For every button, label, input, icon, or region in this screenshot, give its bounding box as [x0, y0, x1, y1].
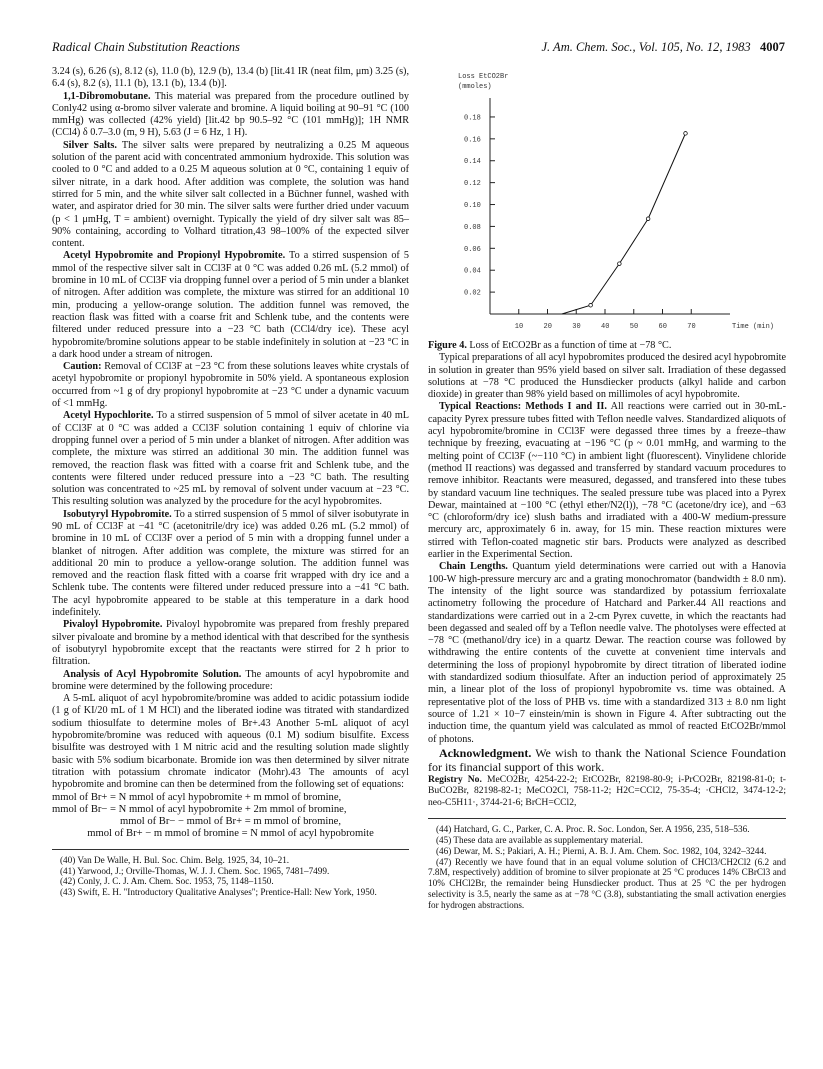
x-tick-label: 40: [601, 323, 610, 331]
section-run-head: Silver Salts.: [63, 139, 117, 151]
paragraph: A 5-mL aliquot of acyl hypobromite/bromine was added to acidic potassium iodide (1 g of KI/20 mL of 1 M HCl) and the liberated iodine was titrated with standardized sodium thiosulfate to determine moles of Br+.43 Another 5-mL aliquot of acyl hypobromite/bromine was reduced with aqueous (0.1 M) sodium bisulfite. Excess bisulfite was destroyed with 1 M nitric acid and the resulting solution made slightly basic with 5% sodium bicarbonate. Bromide ion was then determined by silver nitrate titration with potassium chromate indicator (Mohr).43 The amounts of acyl hypobromite and bromine can then be determined from the following set of equations:: [52, 693, 409, 791]
data-point: [646, 217, 650, 221]
footnote: (40) Van De Walle, H. Bul. Soc. Chim. Belg. 1925, 34, 10–21.: [60, 854, 290, 865]
section-run-head: Acetyl Hypobromite and Propionyl Hypobromite.: [63, 250, 286, 262]
data-point: [618, 262, 622, 266]
paragraph: [52, 250, 409, 361]
section-run-head: Caution:: [63, 361, 102, 373]
section-run-head: Chain Lengths.: [439, 561, 508, 573]
paragraph: [52, 509, 409, 620]
section-run-head: Typical Reactions: Methods I and II.: [439, 401, 607, 413]
paragraph-text: To a stirred suspension of 5 mmol of the respective silver salt in CCl3F at 0 °C was added 0.26 mL (5.2 mmol) of bromine in 10 mL of CCl3F via dropping funnel over a period of 5 min under a blanket of nitrogen. After addition was complete, the mixture was stirred for an additional 10 min, producing a yellow-orange solution. The addition funnel was removed, the reaction flask was fitted with a coarse frit and Schlenk tube, and the contents were filtered under reduced pressure into a −23 °C bath (CCl4/dry ice). These acyl hypobromite/bromine solutions appear to be stable indefinitely in solution at −23 °C in a dark hood under a stream of nitrogen.: [52, 250, 410, 360]
y-tick-label: 0.04: [464, 267, 481, 276]
paragraph-text: This material was prepared from the procedure outlined by Conly42 using α-bromo silver valerate and bromine. A liquid boiling at 90–91 °C (100 mmHg) was collected (42% yield) [lit.42 bp 90.5–92 °C (101 mmHg)]; 1H NMR (CCl4) δ 0.7–3.0 (m, 9 H), 5.63 (J = 6 Hz, 1 H).: [52, 90, 409, 139]
page-number: 4007: [760, 40, 785, 54]
section-run-head: Analysis of Acyl Hypobromite Solution.: [63, 668, 242, 680]
journal-name: J. Am. Chem. Soc., Vol. 105, No. 12, 1983: [541, 40, 751, 54]
paragraph: [52, 361, 409, 410]
paragraph-text: All reactions were carried out in 30-mL-capacity Pyrex pressure tubes fitted with Teflon needle valves. Standardized aliquots of acyl hypobromite/bromine in CCl3F were degassed three times by a freeze–thaw technique by freezing, evacuating at −196 °C (p ~ 0.01 mmHg, and warming to the melting point of CCl3F (~−110 °C) in ambient light (fluorescent). Vinylidene chloride (method II reactions) was degassed and transferred by standard vacuum procedures to remove inhibitor. Reactants were measured, degassed, and transfered into these tubes by standard vacuum line techniques. The sealed pressure tube was placed into a Pyrex Dewar, maintained at −100 °C (ethyl ether/N2(l)), −78 °C (acetone/dry ice), and −63 °C (chloroform/dry ice) slush baths and irradiated with a 400-W medium-pressure mercury arc, approximately 6 in. away, for 15 min. These reaction mixtures were stirred with Teflon-coated magnetic stir bars. Products were analyzed as described earlier in the Experimental Section.: [428, 401, 786, 561]
section-run-head: Isobutyryl Hypobromite.: [63, 508, 172, 520]
right-column: [428, 340, 786, 911]
y-tick-label: 0.10: [464, 202, 481, 211]
data-point: [589, 303, 593, 307]
footnote: (41) Yarwood, J.; Orville-Thomas, W. J. J. Chem. Soc. 1965, 7481–7499.: [60, 865, 330, 876]
figure-4-chart: [428, 66, 788, 334]
footnote: (46) Dewar, M. S.; Pakiari, A. H.; Pierni, A. B. J. Am. Chem. Soc. 1982, 104, 3242–3244.: [436, 845, 767, 856]
paragraph: Typical preparations of all acyl hypobromites produced the desired acyl hypobromite in solution in greater than 95% yield based on silver salt. Irradiation of these degassed solutions at −78 °C produced the Hunsdiecker products (alkyl halide and carbon dioxide) in greater than 98% yield based on millimoles of acyl hypobromite.: [428, 352, 786, 401]
paragraph: [52, 91, 409, 140]
y-tick-label: 0.02: [464, 289, 481, 298]
y-axis-label: Loss EtCO2Br: [458, 73, 509, 81]
paragraph-text: Quantum yield determinations were carried out with a Hanovia 100-W high-pressure mercury arc and a grating monochromator (bandwidth ± 8.0 nm). The intensity of the light source was standardized by potassium ferrioxalate actinometry following the procedure of Hatchard and Parker.44 All reactions and standardizations were carried out in a 2-cm Pyrex cuvette, in which the reactants had been degassed and sealed off by a Teflon needle valve. The photolyses were effected at −78 °C (methanol/dry ice) in a quartz Dewar. The reaction course was followed by withdrawing the entire contents of the cuvette at convenient time intervals and determining the loss of propionyl hypobromite by direct titration of liberated iodine with standardized sodium thiosulfate. After an induction period of approximately 25 min, a linear plot of the loss of propionyl hypobromite vs. time was obtained. A representative plot of the loss of PHB vs. time with a standardized 313 ± 8.0 nm light source of 1.21 × 10−7 einstein/min is shown in Figure 4. After subtracting out the induction time, the quantum yield was calculated as mmol of reacted EtCO2Br/mmol of photons.: [428, 561, 786, 745]
footnote: (44) Hatchard, G. C., Parker, C. A. Proc. R. Soc. London, Ser. A 1956, 235, 518–536.: [436, 824, 750, 835]
paragraph-text: The silver salts were prepared by neutralizing a 0.25 M aqueous solution of the parent acid with concentrated ammonium hydroxide. This solution was cooled to 0 °C and added to a 0.25 M aqueous solution at 0 °C, containing 1 equiv of silver nitrate, in a dark hood. After addition was complete, the solution was hand stirred for 5 min, and the white silver salt collected in a Büchner funnel, washed with water, and aspirator dried for 30 min. The silver salts were further dried under vacuum (p < 1 μmHg, T = ambient) overnight. Typically the yield of dry silver salt was 85–90% containing, according to Volhard titration,43 98–100% of the expected silver content.: [52, 139, 409, 250]
footnotes: [428, 818, 786, 910]
paragraph: [52, 410, 409, 508]
paragraph: [428, 401, 786, 561]
paragraph-text: To a stirred suspension of 5 mmol of silver isobutyrate in 90 mL of CCl3F at −41 °C (acetonitrile/dry ice) was added 0.26 mL (5.2 mmol) of bromine in 10 mL of CCl3F over a period of 5 min with a dropping funnel under a blanket of nitrogen. After addition was complete, the mixture was stirred for an additional 20 min to produce a yellow-orange solution. The addition funnel was removed and the reaction flask fitted with a coarse frit wrapped with dry ice and a Schlenk tube. The contents were filtered under reduced pressure into a −41 °C bath. The acyl hypobromite appeared to be stable at this temperature in a dark hood indefinitely.: [52, 508, 409, 619]
figure-caption: [428, 340, 786, 352]
figure-label: Figure 4.: [428, 340, 467, 351]
section-run-head: 1,1-Dibromobutane.: [63, 90, 151, 102]
y-axis-label-units: (mmoles): [458, 83, 492, 91]
data-point: [684, 132, 688, 136]
y-tick-label: 0.12: [464, 180, 481, 189]
section-run-head: Pivaloyl Hypobromite.: [63, 619, 163, 631]
section-run-head: Acetyl Hypochlorite.: [63, 410, 154, 422]
acknowledgment-head: Acknowledgment.: [439, 745, 532, 760]
paragraph-text: The amounts of acyl hypobromite and bromine were determined by the following procedure:: [52, 668, 410, 692]
paragraph: [52, 669, 409, 694]
journal-citation: [541, 40, 785, 55]
footnote: (43) Swift, E. H. "Introductory Qualitative Analyses"; Prentice-Hall: New York, 1950.: [60, 887, 377, 898]
registry-numbers: [428, 774, 786, 809]
figure-caption-text: Loss of EtCO2Br as a function of time at −78 °C.: [466, 340, 672, 351]
x-tick-label: 70: [687, 323, 696, 331]
equation: mmol of Br− − mmol of Br+ = m mmol of bromine,: [119, 816, 342, 828]
x-tick-label: 50: [629, 323, 639, 331]
paragraph: 3.24 (s), 6.26 (s), 8.12 (s), 11.0 (b), 12.9 (b), 13.4 (b) [lit.41 IR (neat film, μm) 3.25 (s), 6.4 (s), 8.2 (s), 11.1 (b), 13.1 (b), 13.4 (b)].: [52, 66, 409, 90]
y-tick-label: 0.18: [464, 114, 481, 123]
x-tick-label: 10: [514, 323, 524, 331]
left-column: [52, 66, 409, 898]
data-line: [562, 133, 686, 314]
equation: mmol of Br− = N mmol of acyl hypobromite + 2m mmol of bromine,: [52, 803, 347, 815]
y-tick-label: 0.06: [464, 245, 481, 254]
acknowledgment: [428, 746, 786, 774]
footnote: (47) Recently we have found that in an equal volume solution of CHCl3/CH2Cl2 (6.2 and 7.8M, respectively) addition of bromine to silver propionate at 25 °C produces 14% CBrCl3 and 10% CHCl2Br, the remainder being Hunsdiecker product. Thus at 25 °C the per hydrogen selectivity is 3.5, nearly the same as at −78 °C (3.8), substantiating the small activation energies for hydrogen abstractions.: [428, 856, 786, 910]
paragraph: [428, 561, 786, 745]
running-head: Radical Chain Substitution Reactions: [52, 40, 240, 54]
x-tick-label: 60: [658, 323, 667, 331]
paragraph-text: Removal of CCl3F at −23 °C from these solutions leaves white crystals of acetyl hypobromite or propionyl hypobromite in 50% yield. A spontaneous explosion occurred from ~1 g of dry propionyl hypobromite at −23 °C under a dynamic vacuum of <1 mmHg.: [52, 361, 409, 410]
equation: mmol of Br+ = N mmol of acyl hypobromite + m mmol of bromine,: [52, 791, 342, 803]
footnotes: [52, 849, 409, 898]
y-tick-label: 0.16: [464, 136, 481, 145]
footnote: (42) Conly, J. C. J. Am. Chem. Soc. 1953, 75, 1148–1150.: [60, 876, 274, 887]
footnote: (45) These data are available as supplementary material.: [436, 835, 643, 846]
equation: mmol of Br+ − m mmol of bromine = N mmol of acyl hypobromite: [87, 828, 374, 840]
acknowledgment-text: We wish to thank the National Science Foundation for its financial support of this work.: [428, 745, 786, 774]
registry-head: Registry No.: [428, 773, 482, 785]
paragraph: [52, 619, 409, 668]
x-axis-label: Time (min): [732, 323, 775, 331]
paragraph-text: To a stirred suspension of 5 mmol of silver acetate in 40 mL of CCl3F at 0 °C was added a CCl3F solution containing 1 equiv of chlorine via dropping funnel over a period of 5 min under a blanket of nitrogen. After addition was complete, the mixture was stirred an additional 30 min. The addition funnel was removed, the reaction flask was fitted with a coarse frit and Schlenk tube, and the contents were filtered under reduced pressure into a −23 °C bath. The resulting solution was concentrated to ~25 mL by removal of solvent under vacuum at −23 °C. This resulting solution was analyzed by the procedure for the acyl hypobromites.: [52, 410, 410, 508]
paragraph-text: Pivaloyl hypobromite was prepared from freshly prepared silver pivaloate and bromine by a method identical with that described for the synthesis of isobutyryl hypobromite except that the reactants were stirred for 2 h prior to filtration.: [52, 619, 409, 668]
x-tick-label: 20: [543, 323, 552, 331]
registry-text: MeCO2Br, 4254-22-2; EtCO2Br, 82198-80-9; i-PrCO2Br, 82198-81-0; t-BuCO2Br, 82198-82-1; MeCO2Cl, 758-11-2; H2C=CCl2, 75-35-4; ·CHCl2, 3474-12-2; neo-C5H11·, 3744-21-6; BrCH=CCl2,: [428, 773, 787, 808]
paragraph: [52, 140, 409, 251]
x-tick-label: 30: [572, 323, 581, 331]
y-tick-label: 0.08: [464, 223, 481, 232]
y-tick-label: 0.14: [464, 158, 481, 167]
